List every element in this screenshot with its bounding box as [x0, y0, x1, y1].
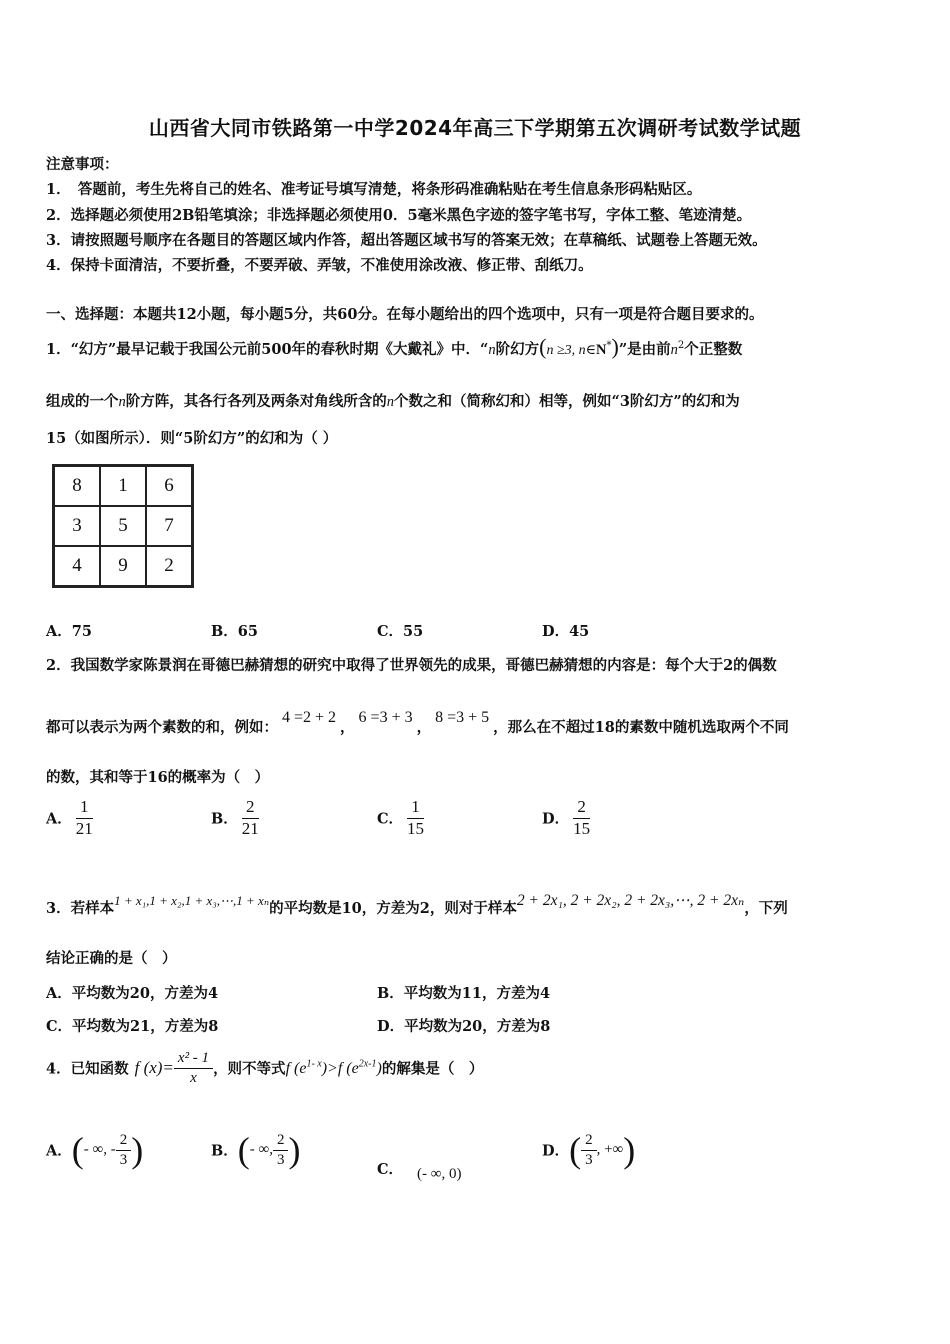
q4-function-name: f (x)=	[134, 1058, 174, 1077]
q1-square: 2	[677, 340, 685, 352]
q4-ineq-left: f (e	[285, 1059, 307, 1077]
q1-part-c: ”是由前	[618, 341, 671, 358]
q1-part-a: 1．“幻方”最早记载于我国公元前500年的春秋时期《大戴礼》中．“	[46, 341, 489, 358]
option-label: A．	[46, 985, 72, 1002]
option-fraction	[273, 1132, 289, 1168]
q1-line2-c: 个数之和（简称幻和）相等，例如“3阶幻方”的幻和为	[394, 393, 740, 410]
option-label: B．	[211, 810, 238, 828]
option-text: 平均数为11，方差为4	[403, 985, 551, 1002]
q3-sample-1: 1 + x₁,1 + x₂,1 + x₃,⋯,1 + xₙ	[114, 893, 270, 908]
question-2-line-1: 2．我国数学家陈景润在哥德巴赫猜想的研究中取得了世界领先的成果，哥德巴赫猜想的内容是：每个大于2的偶数	[46, 657, 777, 674]
q1-n2: n	[670, 342, 678, 358]
option-label: B．	[211, 1142, 238, 1160]
fraction-denominator: 15	[407, 818, 425, 838]
q4-exp-1: 1- x	[306, 1058, 322, 1070]
q4-part-a: 4．已知函数	[46, 1060, 129, 1078]
fraction-numerator: 2	[116, 1132, 132, 1151]
option-text: 65	[237, 623, 258, 640]
grid-cell: 4	[54, 546, 101, 587]
q2-eq-3: 8 =3 + 5	[435, 709, 490, 726]
option-label: A．	[46, 1142, 72, 1160]
fraction-denominator: 21	[241, 818, 259, 838]
fraction-denominator: 3	[119, 1151, 128, 1168]
question-2-line-3: 的数，其和等于16的概率为（ ）	[46, 769, 270, 786]
grid-cell: 8	[54, 466, 101, 507]
question-4-line-1	[46, 1050, 483, 1086]
page-title: 山西省大同市铁路第一中学2024年高三下学期第五次调研考试数学试题	[148, 116, 802, 140]
q1-paren-open: (	[539, 334, 547, 359]
magic-square-grid	[52, 464, 194, 588]
option-fraction	[238, 798, 263, 838]
q4-part-c: 的解集是（ ）	[381, 1060, 484, 1078]
q4-option-b	[211, 1132, 300, 1168]
grid-cell: 6	[146, 466, 193, 507]
q1-condition-set: N	[596, 342, 607, 358]
fraction-numerator: 2	[242, 798, 259, 819]
q4-option-d	[542, 1132, 635, 1168]
option-label: C．	[377, 623, 404, 640]
q1-option-a	[46, 620, 92, 641]
fraction-numerator: x² - 1	[174, 1050, 213, 1069]
q3-option-c	[46, 1015, 218, 1036]
option-fraction	[403, 798, 428, 838]
notice-item-1: 1． 答题前，考生先将自己的姓名、准考证号填写清楚，将条形码准确粘贴在考生信息条形码粘贴区。	[46, 181, 702, 198]
q4-inequality	[286, 1060, 382, 1077]
option-label: D．	[542, 1142, 570, 1160]
grid-cell: 5	[100, 506, 146, 546]
q2-sep-1: ，	[340, 719, 355, 736]
option-label: C．	[377, 1161, 404, 1178]
q4-ineq-mid: )>f (e	[321, 1059, 359, 1077]
option-label: A．	[46, 623, 72, 640]
q2-line2-b: ，那么在不超过18的素数中随机选取两个不同	[493, 719, 789, 736]
paren-right: )	[623, 1130, 636, 1170]
q4-option-a	[46, 1132, 143, 1168]
question-1-line-2	[46, 390, 740, 411]
paren-right: )	[288, 1130, 301, 1170]
q1-option-b	[211, 620, 258, 641]
section-heading: 一、选择题：本题共12小题，每小题5分，共60分。在每小题给出的四个选项中，只有一项是符合题目要求的。	[46, 306, 764, 323]
interval-suffix: , +∞	[596, 1141, 624, 1158]
q3-part-b: 的平均数是10，方差为2，则对于样本	[269, 900, 517, 917]
option-label: B．	[377, 985, 404, 1002]
grid-cell: 9	[100, 546, 146, 587]
q2-option-d	[542, 798, 594, 838]
q4-part-b: ，则不等式	[213, 1060, 286, 1078]
q3-option-a	[46, 982, 218, 1003]
q3-option-b	[377, 982, 550, 1003]
paren-left: (	[569, 1130, 582, 1170]
option-label: D．	[377, 1018, 405, 1035]
paren-left: (	[71, 1130, 84, 1170]
question-3-line-2: 结论正确的是（ ）	[46, 950, 177, 967]
grid-cell: 3	[54, 506, 101, 546]
q2-sep-2: ，	[416, 719, 432, 736]
fraction-denominator: x	[190, 1069, 197, 1086]
q1-condition-sup: *	[606, 340, 612, 352]
question-2-line-2	[46, 709, 789, 737]
option-fraction	[581, 1132, 597, 1168]
paren-left: (	[237, 1130, 250, 1170]
q4-ineq-right: )	[376, 1059, 382, 1077]
fraction-denominator: 3	[276, 1151, 285, 1168]
option-text: 平均数为21，方差为8	[72, 1018, 219, 1035]
fraction-denominator: 21	[75, 818, 93, 838]
notice-item-2: 2．选择题必须使用2B铅笔填涂；非选择题必须使用0．5毫米黑色字迹的签字笔书写，字体工整、笔迹清楚。	[46, 207, 752, 224]
fraction-denominator: 3	[585, 1151, 593, 1168]
option-label: B．	[211, 623, 238, 640]
q1-line2-a: 组成的一个	[46, 393, 119, 410]
grid-cell: 7	[146, 506, 193, 546]
option-fraction	[72, 798, 97, 838]
grid-cell: 1	[100, 466, 146, 507]
notice-heading: 注意事项：	[46, 156, 119, 173]
q2-line2-a: 都可以表示为两个素数的和，例如：	[46, 719, 278, 736]
q3-sample-2: 2 + 2x₁, 2 + 2x₂, 2 + 2x₃,⋯, 2 + 2xₙ	[516, 892, 745, 909]
notice-item-3: 3．请按照题号顺序在各题目的答题区域内作答，超出答题区域书写的答案无效；在草稿纸、试题卷上答题无效。	[46, 232, 767, 249]
notice-item-4: 4．保持卡面清洁，不要折叠，不要弄破、弄皱，不准使用涂改液、修正带、刮纸刀。	[46, 257, 593, 274]
q1-line2-n2: n	[386, 394, 394, 410]
q1-option-c	[377, 620, 423, 641]
q1-part-b: 阶幻方	[495, 341, 540, 358]
option-label: D．	[542, 810, 570, 828]
q2-option-c	[377, 798, 428, 838]
q4-function-fraction	[174, 1050, 213, 1086]
q1-line2-n1: n	[118, 394, 126, 410]
q3-part-c: ，下列	[744, 900, 788, 917]
option-label: A．	[46, 810, 72, 828]
option-label: C．	[46, 1018, 73, 1035]
q2-eq-2: 6 =3 + 3	[358, 709, 413, 726]
q2-eq-1: 4 =2 + 2	[282, 709, 337, 726]
fraction-numerator: 1	[407, 798, 424, 819]
q3-part-a: 3．若样本	[46, 900, 115, 917]
fraction-numerator: 1	[76, 798, 93, 819]
question-1-line-3: 15（如图所示）．则“5阶幻方”的幻和为（ ）	[46, 430, 338, 447]
q1-option-d	[542, 620, 589, 641]
option-text: 平均数为20，方差为4	[71, 985, 219, 1002]
q4-exp-2: 2x-1	[358, 1058, 377, 1070]
grid-cell: 2	[146, 546, 193, 587]
q2-option-b	[211, 798, 263, 838]
q1-condition: n ≥3, n∈	[546, 343, 597, 358]
q4-option-c	[377, 1158, 462, 1182]
option-label: D．	[542, 623, 570, 640]
option-text: 平均数为20，方差为8	[404, 1018, 551, 1035]
fraction-numerator: 2	[273, 1132, 289, 1151]
q3-option-d	[377, 1015, 550, 1036]
interval-text: (- ∞, 0)	[417, 1166, 462, 1182]
fraction-numerator: 2	[581, 1132, 597, 1151]
q1-n: n	[488, 342, 496, 358]
question-3-line-1	[46, 892, 788, 918]
q2-option-a	[46, 798, 97, 838]
question-1-line-1	[46, 334, 742, 360]
fraction-denominator: 15	[573, 818, 591, 838]
q1-paren-close: )	[611, 334, 619, 359]
q1-line2-b: 阶方阵，其各行各列及两条对角线所含的	[125, 393, 387, 410]
option-text: 75	[71, 623, 92, 640]
fraction-numerator: 2	[573, 798, 590, 819]
option-text: 55	[403, 623, 424, 640]
interval-prefix: - ∞,	[249, 1141, 273, 1158]
option-text: 45	[569, 623, 590, 640]
q1-part-d: 个正整数	[684, 341, 743, 358]
interval-prefix: - ∞, -	[83, 1141, 116, 1158]
option-label: C．	[377, 810, 404, 828]
option-fraction	[116, 1132, 132, 1168]
paren-right: )	[131, 1130, 144, 1170]
option-fraction	[569, 798, 594, 838]
